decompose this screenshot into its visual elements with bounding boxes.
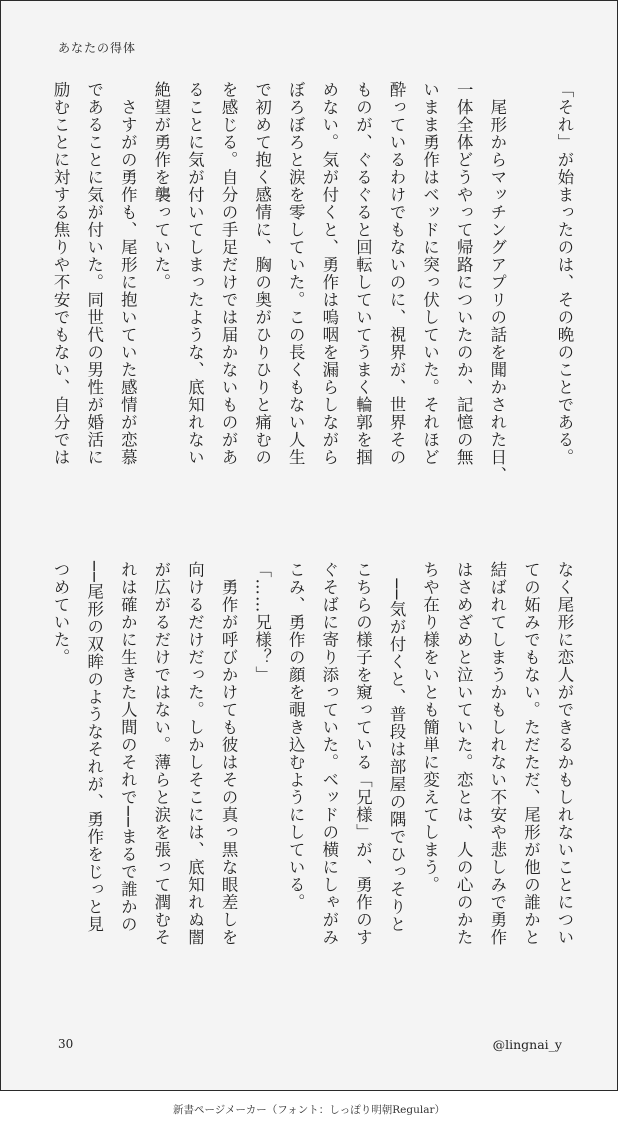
text-line: が広がるだけではない。薄らと涙を張って潤むそ <box>151 561 171 946</box>
text-line: 酔っているわけでもないのに、視界が、世界その <box>387 81 407 466</box>
text-line: を感じる。自分の手足だけでは届かないものがあ <box>219 81 239 466</box>
text-line: ものが、ぐるぐると回転していてうまく輪郭を掴 <box>353 81 373 466</box>
text-block-lower <box>44 561 582 1003</box>
text-line: いまま勇作はベッドに突っ伏していた。それほど <box>420 81 440 466</box>
text-line: ぼろぼろと涙を零していた。この長くもない人生 <box>286 81 306 466</box>
text-line: さすがの勇作も、尾形に抱いていた感情が恋慕 <box>118 81 138 466</box>
text-line: こみ、勇作の顔を覗き込むようにしている。 <box>286 561 306 911</box>
text-line: ぐそばに寄り添っていた。ベッドの横にしゃがみ <box>319 561 339 946</box>
text-line: つめていた。 <box>51 561 71 666</box>
text-line: れは確かに生きた人間のそれで──まるで誰かの <box>118 561 138 933</box>
text-line: で初めて抱く感情に、胸の奥がひりひりと痛むの <box>252 81 272 466</box>
text-line: ──気が付くと、普段は部屋の隅でひっそりと <box>387 561 407 933</box>
text-line: 「それ」が始まったのは、その晩のことである。 <box>555 81 574 466</box>
text-line: 向けるだけだった。しかしそこには、底知れぬ闇 <box>185 561 205 946</box>
text-line: 絶望が勇作を襲っていた。 <box>151 81 171 291</box>
text-line <box>514 81 548 523</box>
text-line: であることに気が付いた。同世代の男性が婚活に <box>84 81 104 466</box>
running-title: あなたの得体 <box>58 41 137 55</box>
text-line: 勇作が呼びかけても彼はその真っ黒な眼差しを <box>219 561 239 946</box>
page-number: 30 <box>58 1037 74 1051</box>
generator-credit: 新書ページメーカー（フォント：しっぽり明朝Regular） <box>173 1104 445 1116</box>
text-line: はさめざめと泣いていた。恋とは、人の心のかた <box>454 561 474 946</box>
text-line: 尾形からマッチングアプリの話を聞かされた日、 <box>487 81 507 484</box>
text-line: ての妬みでもない。ただただ、尾形が他の誰かと <box>521 561 541 946</box>
text-line: 「……兄様？」 <box>252 561 272 684</box>
text-line: めない。気が付くと、勇作は嗚咽を漏らしながら <box>319 81 339 466</box>
text-line: ることに気が付いてしまったような、底知れない <box>185 81 205 466</box>
text-line: ──尾形の双眸のようなそれが、勇作をじっと見 <box>84 561 104 933</box>
text-line: ちや在り様をいとも簡単に変えてしまう。 <box>420 561 440 894</box>
text-block-upper <box>44 81 582 523</box>
text-line: こちらの様子を窺っている「兄様」が、勇作のす <box>353 561 373 946</box>
author-handle: @lingnai_y <box>492 1037 562 1052</box>
text-line: 一体全体どうやって帰路についたのか、記憶の無 <box>454 81 474 466</box>
text-line: 結ばれてしまうかもしれない不安や悲しみで勇作 <box>487 561 507 946</box>
text-line: 励むことに対する焦りや不安でもない、自分では <box>51 81 71 466</box>
text-line: なく尾形に恋人ができるかもしれないことについ <box>555 561 574 946</box>
